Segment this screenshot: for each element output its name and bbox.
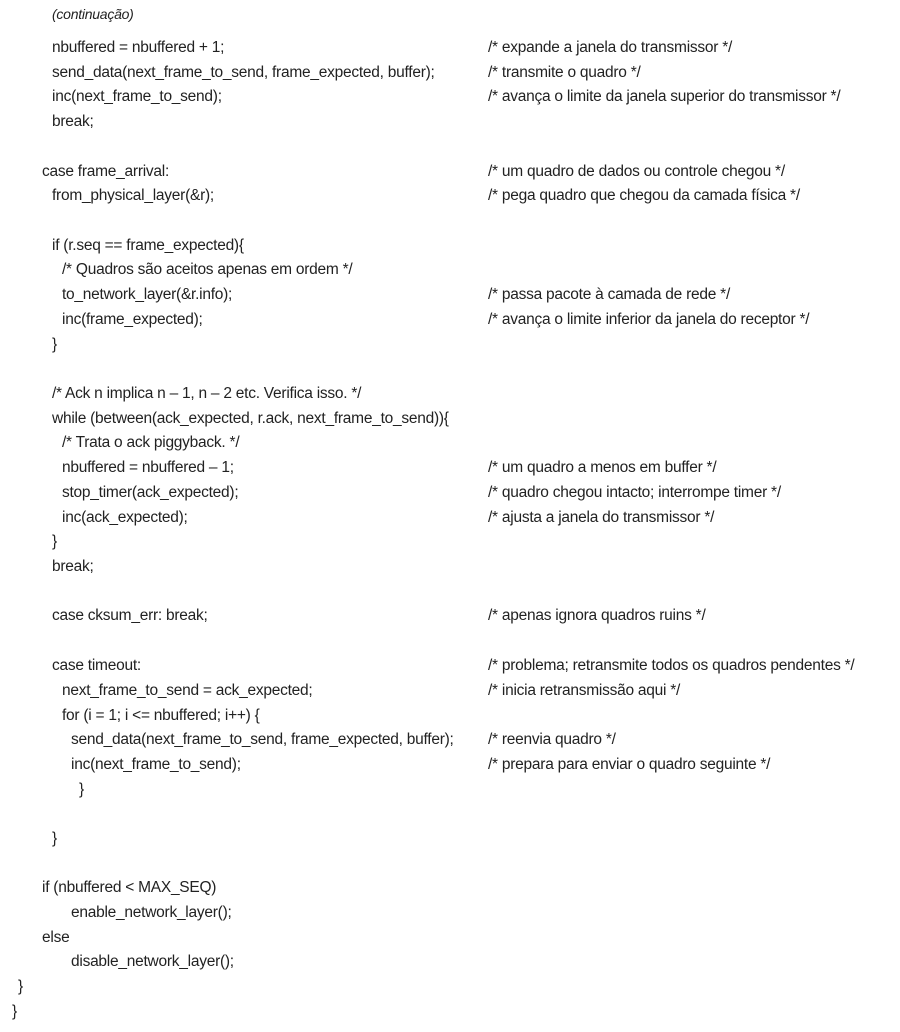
code-statement: inc(next_frame_to_send); xyxy=(52,88,222,105)
code-statement: case frame_arrival: xyxy=(42,163,170,180)
code-comment: /* problema; retransmite todos os quadros pendentes */ xyxy=(488,657,855,674)
code-comment: /* apenas ignora quadros ruins */ xyxy=(488,607,706,624)
code-statement: stop_timer(ack_expected); xyxy=(62,484,239,501)
code-statement: } xyxy=(12,1003,17,1020)
code-statement: } xyxy=(52,830,57,847)
code-statement: /* Trata o ack piggyback. */ xyxy=(62,434,240,451)
code-comment: /* quadro chegou intacto; interrompe timer */ xyxy=(488,484,781,501)
code-statement: nbuffered = nbuffered + 1; xyxy=(52,39,225,56)
code-statement: } xyxy=(79,781,84,798)
code-comment: /* avança o limite da janela superior do transmissor */ xyxy=(488,88,841,105)
code-statement: from_physical_layer(&r); xyxy=(52,187,214,204)
code-statement: inc(frame_expected); xyxy=(62,311,203,328)
code-comment: /* prepara para enviar o quadro seguinte */ xyxy=(488,756,771,773)
code-statement: else xyxy=(42,929,70,946)
code-comment: /* expande a janela do transmissor */ xyxy=(488,39,733,56)
code-statement: break; xyxy=(52,113,94,130)
code-comment: /* transmite o quadro */ xyxy=(488,64,641,81)
code-statement: } xyxy=(52,336,57,353)
code-statement: } xyxy=(18,978,23,995)
code-statement: enable_network_layer(); xyxy=(71,904,232,921)
code-statement: case timeout: xyxy=(52,657,141,674)
code-statement: nbuffered = nbuffered – 1; xyxy=(62,459,234,476)
code-statement: disable_network_layer(); xyxy=(71,953,234,970)
code-statement: /* Quadros são aceitos apenas em ordem */ xyxy=(62,261,353,278)
code-comment: /* reenvia quadro */ xyxy=(488,731,616,748)
code-statement: send_data(next_frame_to_send, frame_expected, buffer); xyxy=(52,64,435,81)
code-comment: /* avança o limite inferior da janela do receptor */ xyxy=(488,311,810,328)
code-statement: inc(next_frame_to_send); xyxy=(71,756,241,773)
code-statement: if (nbuffered < MAX_SEQ) xyxy=(42,879,217,896)
code-comment: /* um quadro de dados ou controle chegou */ xyxy=(488,163,785,180)
code-statement: next_frame_to_send = ack_expected; xyxy=(62,682,313,699)
code-statement: } xyxy=(52,533,57,550)
continuation-caption: (continuação) xyxy=(52,6,134,22)
code-comment: /* passa pacote à camada de rede */ xyxy=(488,286,730,303)
code-comment: /* pega quadro que chegou da camada física */ xyxy=(488,187,800,204)
code-statement: case cksum_err: break; xyxy=(52,607,208,624)
code-statement: for (i = 1; i <= nbuffered; i++) { xyxy=(62,707,260,724)
code-statement: send_data(next_frame_to_send, frame_expected, buffer); xyxy=(71,731,454,748)
code-comment: /* ajusta a janela do transmissor */ xyxy=(488,509,715,526)
code-statement: break; xyxy=(52,558,94,575)
code-statement: to_network_layer(&r.info); xyxy=(62,286,233,303)
code-statement: /* Ack n implica n – 1, n – 2 etc. Verifica isso. */ xyxy=(52,385,362,402)
code-comment: /* inicia retransmissão aqui */ xyxy=(488,682,681,699)
code-statement: if (r.seq == frame_expected){ xyxy=(52,237,244,254)
code-statement: while (between(ack_expected, r.ack, next_frame_to_send)){ xyxy=(52,410,449,427)
code-statement: inc(ack_expected); xyxy=(62,509,188,526)
code-comment: /* um quadro a menos em buffer */ xyxy=(488,459,717,476)
